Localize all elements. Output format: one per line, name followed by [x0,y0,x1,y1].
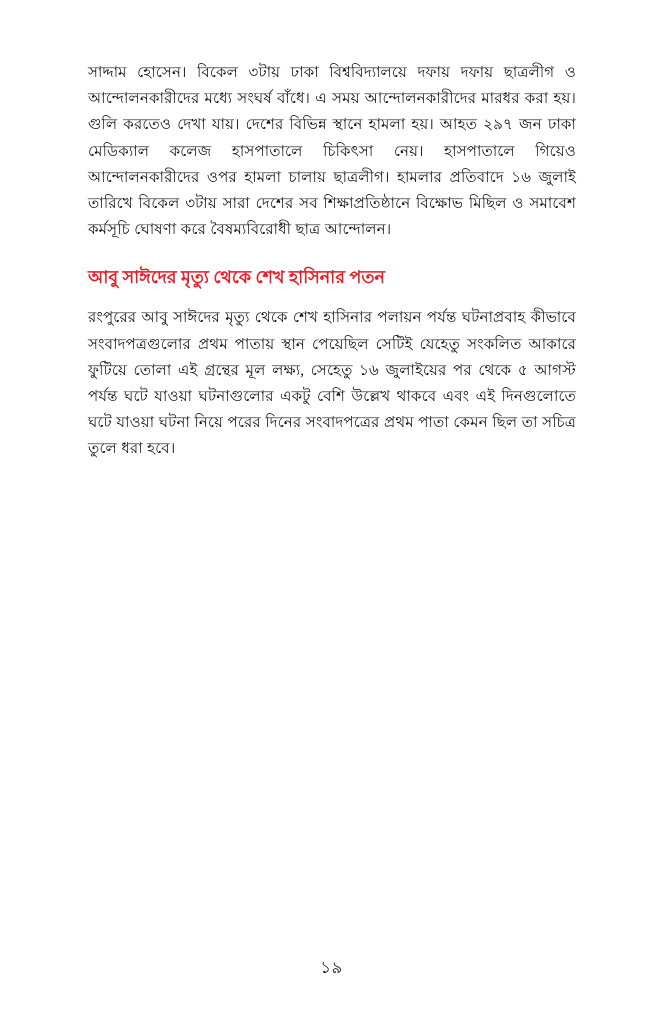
heading-top-spacer [88,243,576,265]
body-paragraph-1: সাদ্দাম হোসেন। বিকেল ৩টায় ঢাকা বিশ্ববিদ্যালয়ে দফায় দফায় ছাত্রলীগ ও আন্দোলনকারীদের মধ্যে সংঘর্ষ বাঁধে। এ সময় আন্দোলনকারীদের মারধর করা হয়। গুলি করতেও দেখা যায়। দেশের বিভিন্ন স্থানে হামলা হয়। আহত ২৯৭ জন ঢাকা মেডিক্যাল কলেজ হাসপাতালে চিকিৎসা নেয়। হাসপাতালে গিয়েও আন্দোলনকারীদের ওপর হামলা চালায় ছাত্রলীগ। হামলার প্রতিবাদে ১৬ জুলাই তারিখে বিকেল ৩টায় সারা দেশের সব শিক্ষাপ্রতিষ্ঠানে বিক্ষোভ মিছিল ও সমাবেশ কর্মসূচি ঘোষণা করে বৈষম্যবিরোধী ছাত্র আন্দোলন। [88,64,576,239]
page-footer [0,958,663,978]
section-heading: আবু সাঈদের মৃত্যু থেকে শেখ হাসিনার পতন [88,267,385,288]
page-number: ১৯ [320,958,343,977]
body-paragraph-2: রংপুরের আবু সাঈদের মৃত্যু থেকে শেখ হাসিনার পলায়ন পর্যন্ত ঘটনাপ্রবাহ কীভাবে সংবাদপত্রগুলোর প্রথম পাতায় স্থান পেয়েছিল সেটিই যেহেতু সংকলিত আকারে ফুটিয়ে তোলা এই গ্রন্থের মূল লক্ষ্য, সেহেতু ১৬ জুলাইয়ের পর থেকে ৫ আগস্ট পর্যন্ত ঘটে যাওয়া ঘটনাগুলোর একটু বেশি উল্লেখ থাকবে এবং এই দিনগুলোতে ঘটে যাওয়া ঘটনা নিয়ে পরের দিনের সংবাদপত্রের প্রথম পাতা কেমন ছিল তা সচিত্র তুলে ধরা হবে। [88,309,576,458]
heading-bottom-spacer [88,289,576,305]
text-column [88,60,576,463]
